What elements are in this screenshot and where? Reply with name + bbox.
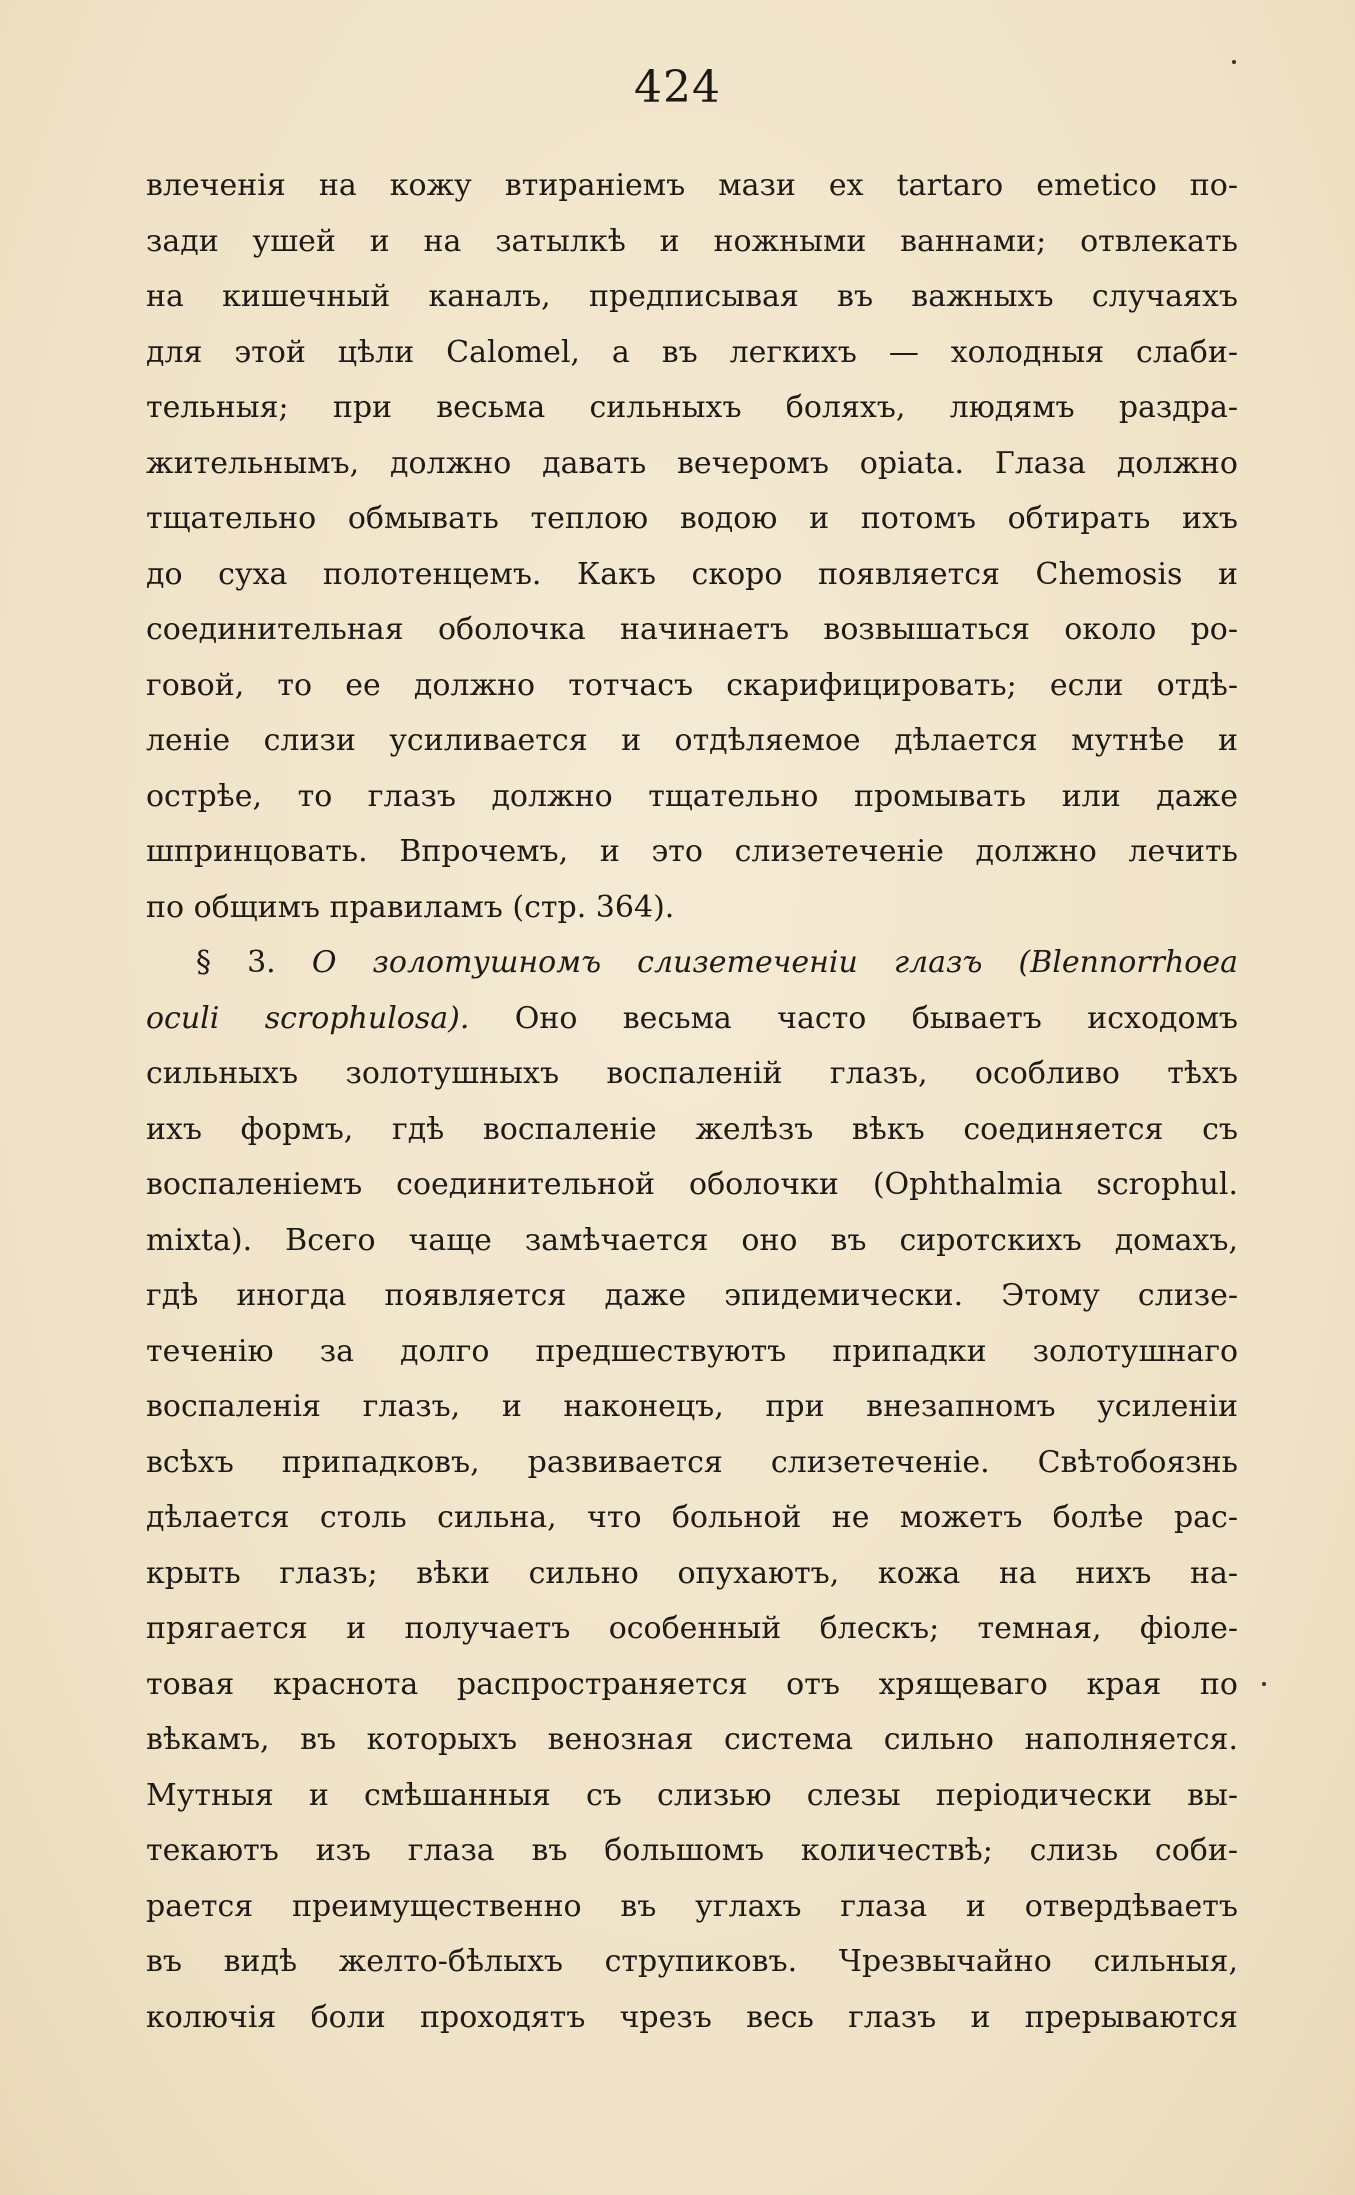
text-line — [146, 991, 1238, 1047]
text-run: колючія боли проходятъ чрезъ весь глазъ и прерываются — [146, 1999, 1238, 2035]
text-line — [146, 1657, 1238, 1713]
text-line — [146, 1990, 1238, 2046]
text-line — [146, 1157, 1238, 1213]
text-run: зади ушей и на затылкѣ и ножными ваннами; отвлекать — [146, 223, 1238, 259]
text-run: Мутныя и смѣшанныя съ слизью слезы періодически вы- — [146, 1777, 1238, 1813]
text-run: соединительная оболочка начинаетъ возвышаться около ро- — [146, 612, 1238, 647]
text-line — [146, 1934, 1238, 1990]
text-line — [146, 935, 1238, 991]
text-run: крыть глазъ; вѣки сильно опухаютъ, кожа на нихъ на- — [146, 1555, 1238, 1591]
text-run: всѣхъ припадковъ, развивается слизетеченіе. Свѣтобоязнь — [146, 1444, 1238, 1480]
text-line — [146, 713, 1238, 769]
text-run: рается преимущественно въ углахъ глаза и отвердѣваетъ — [146, 1888, 1238, 1924]
text-line — [146, 1102, 1238, 1158]
text-line — [146, 658, 1238, 714]
text-line — [146, 1879, 1238, 1935]
text-line — [146, 436, 1238, 492]
text-line — [146, 769, 1238, 825]
text-line — [146, 1490, 1238, 1546]
text-run: тельныя; при весьма сильныхъ боляхъ, людямъ раздра- — [146, 390, 1238, 425]
body-text — [146, 158, 1238, 2045]
text-run: до суха полотенцемъ. Какъ скоро появляется Chemosis и — [146, 556, 1238, 592]
text-line — [146, 880, 1238, 936]
text-run: шпринцовать. Впрочемъ, и это слизетеченіе должно лечить — [146, 834, 1238, 869]
text-run: воспаленіемъ соединительной оболочки (Ophthalmia scrophul. — [146, 1167, 1238, 1202]
text-run: для этой цѣли Calomel, а въ легкихъ — холодныя слаби- — [146, 334, 1238, 370]
text-run: воспаленія глазъ, и наконецъ, при внезапномъ усиленіи — [146, 1389, 1238, 1424]
text-run: леніе слизи усиливается и отдѣляемое дѣлается мутнѣе и — [146, 723, 1238, 758]
text-line — [146, 380, 1238, 436]
text-line — [146, 214, 1238, 270]
text-line — [146, 1324, 1238, 1380]
text-line — [146, 1379, 1238, 1435]
text-run: вѣкамъ, въ которыхъ венозная система сильно наполняется. — [146, 1722, 1238, 1757]
text-run: въ видѣ желто-бѣлыхъ струпиковъ. Чрезвычайно сильныя, — [146, 1944, 1238, 1979]
text-run: жительнымъ, должно давать вечеромъ opiata. Глаза должно — [146, 445, 1238, 481]
text-run: сильныхъ золотушныхъ воспаленій глазъ, особливо тѣхъ — [146, 1056, 1238, 1091]
text-line — [146, 1601, 1238, 1657]
text-line — [146, 602, 1238, 658]
text-line — [146, 269, 1238, 325]
text-line — [146, 1046, 1238, 1102]
text-line — [146, 1823, 1238, 1879]
text-run: гдѣ иногда появляется даже эпидемически. Этому слизе- — [146, 1278, 1238, 1313]
text-line — [146, 547, 1238, 603]
text-line — [146, 325, 1238, 381]
text-line — [146, 1435, 1238, 1491]
speck-mark — [1232, 60, 1236, 64]
text-line — [146, 1546, 1238, 1602]
text-run: тщательно обмывать теплою водою и потомъ обтирать ихъ — [146, 501, 1238, 536]
text-run: дѣлается столь сильна, что больной не можетъ болѣе рас- — [146, 1500, 1238, 1535]
speck-mark — [1262, 1682, 1266, 1686]
text-run: ихъ формъ, гдѣ воспаленіе желѣзъ вѣкъ соединяется съ — [146, 1111, 1238, 1147]
text-line — [146, 824, 1238, 880]
text-run: прягается и получаетъ особенный блескъ; темная, фіоле- — [146, 1611, 1238, 1646]
text-run: товая краснота распространяется отъ хрящеваго края по — [146, 1666, 1238, 1702]
text-run: текаютъ изъ глаза въ большомъ количествѣ; слизь соби- — [146, 1833, 1238, 1868]
text-line — [146, 1268, 1238, 1324]
text-run: влеченія на кожу втираніемъ мази ex tartaro emetico по- — [146, 168, 1238, 203]
text-run: § 3. — [196, 945, 312, 980]
text-line — [146, 1768, 1238, 1824]
text-line — [146, 158, 1238, 214]
text-run: Оно весьма часто бываетъ исходомъ — [469, 1000, 1238, 1036]
text-run: mixta). Всего чаще замѣчается оно въ сиротскихъ домахъ, — [146, 1222, 1238, 1258]
text-line — [146, 1712, 1238, 1768]
text-line — [146, 491, 1238, 547]
italic-text: О золотушномъ слизетеченіи глазъ (Blennorrhoea — [311, 945, 1238, 980]
page-number: 424 — [634, 62, 721, 113]
text-run: по общимъ правиламъ (стр. 364). — [146, 889, 675, 925]
text-run: теченію за долго предшествуютъ припадки золотушнаго — [146, 1333, 1238, 1369]
italic-text: oculi scrophulosa). — [146, 1000, 470, 1036]
text-line — [146, 1213, 1238, 1269]
text-run: говой, то ее должно тотчасъ скарифицировать; если отдѣ- — [146, 667, 1238, 703]
text-run: острѣе, то глазъ должно тщательно промывать или даже — [146, 778, 1238, 814]
text-run: на кишечный каналъ, предписывая въ важныхъ случаяхъ — [146, 279, 1238, 314]
